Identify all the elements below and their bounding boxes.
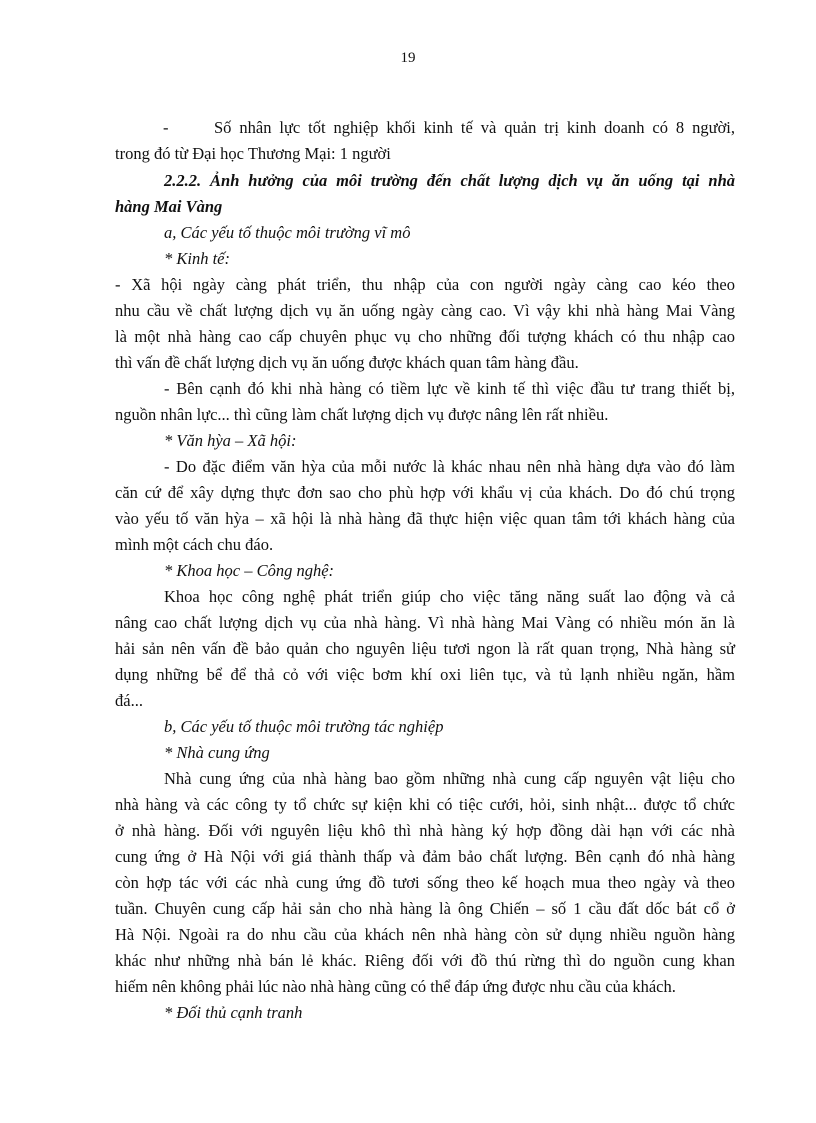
section-heading: 2.2.2. Ảnh hưởng của môi trường đến chất lượng dịch vụ ăn uống tại nhà xyxy=(164,171,735,190)
paragraph-line: vào yếu tố văn hỳa – xã hội là nhà hàng đã thực hiện việc quan tâm tới khách hàng của xyxy=(115,509,735,528)
paragraph-line: dụng những bể để thả cỏ với việc bơm khí oxi liên tục, và tủ lạnh nhiều ngăn, hầm xyxy=(115,665,735,684)
subheading-van-hoa: * Văn hỳa – Xã hội: xyxy=(164,431,297,450)
paragraph-line: tuần. Chuyên cung cấp hải sản cho nhà hàng là ông Chiến – số 1 cầu đất dốc bát cổ ở xyxy=(115,899,735,918)
paragraph-line: đá... xyxy=(115,691,143,710)
subsection-heading: b, Các yếu tố thuộc môi trường tác nghiệp xyxy=(164,717,444,736)
page-number: 19 xyxy=(400,50,416,66)
paragraph-line: ở nhà hàng. Đối với nguyên liệu khô thì nhà hàng ký hợp đồng dài hạn với các nhà xyxy=(115,821,735,840)
section-heading-cont: hàng Mai Vàng xyxy=(115,197,223,216)
paragraph-line: khác như những nhà bán lẻ khác. Riêng đối với đồ thú rừng thì do nguồn cung khan xyxy=(115,951,735,970)
paragraph-line: - Bên cạnh đó khi nhà hàng có tiềm lực về kinh tế thì việc đầu tư trang thiết bị, xyxy=(164,379,735,398)
subheading-doi-thu: * Đối thủ cạnh tranh xyxy=(164,1003,303,1022)
paragraph-line: còn hợp tác với các nhà cung ứng đồ tươi sống theo kế hoạch mua theo ngày và theo xyxy=(115,873,735,892)
paragraph-line: căn cứ để xây dựng thực đơn sao cho phù hợp với khẩu vị của khách. Do đó chú trọng xyxy=(115,483,735,502)
paragraph-line: hiếm nên không phải lúc nào nhà hàng cũng có thể đáp ứng được nhu cầu của khách. xyxy=(115,977,676,996)
subheading-kinh-te: * Kinh tế: xyxy=(164,249,230,268)
subheading-nha-cung-ung: * Nhà cung ứng xyxy=(164,743,270,762)
paragraph-line: là một nhà hàng cao cấp chuyên phục vụ cho những đối tượng khách có thu nhập cao xyxy=(115,327,735,346)
paragraph-line: Khoa học công nghệ phát triển giúp cho việc tăng năng suất lao động và cả xyxy=(164,587,735,606)
paragraph-line: Nhà cung ứng của nhà hàng bao gồm những nhà cung cấp nguyên vật liệu cho xyxy=(164,769,735,788)
paragraph-line: trong đó từ Đại học Thương Mại: 1 người xyxy=(115,144,391,163)
subsection-heading: a, Các yếu tố thuộc môi trường vĩ mô xyxy=(164,223,411,242)
dash-marker: - xyxy=(163,118,169,137)
paragraph-line: nâng cao chất lượng dịch vụ của nhà hàng. Vì nhà hàng Mai Vàng có nhiều món ăn là xyxy=(115,613,735,632)
paragraph-line: nguồn nhân lực... thì cũng làm chất lượng dịch vụ được nâng lên rất nhiều. xyxy=(115,405,609,424)
paragraph-line: cung ứng ở Hà Nội với giá thành thấp và đảm bảo chất lượng. Bên cạnh đó nhà hàng xyxy=(115,847,735,866)
paragraph-line: mình một cách chu đáo. xyxy=(115,535,274,554)
paragraph-line: - Do đặc điểm văn hỳa của mỗi nước là khác nhau nên nhà hàng dựa vào đó làm xyxy=(164,457,735,476)
paragraph-line: thì vấn đề chất lượng dịch vụ ăn uống được khách quan tâm hàng đầu. xyxy=(115,353,579,372)
paragraph-line: nhu cầu về chất lượng dịch vụ ăn uống ngày càng cao. Vì vậy khi nhà hàng Mai Vàng xyxy=(115,301,735,320)
paragraph-line: Số nhân lực tốt nghiệp khối kinh tế và quản trị kinh doanh có 8 người, xyxy=(214,118,735,137)
paragraph-line: - Xã hội ngày càng phát triển, thu nhập của con người ngày càng cao kéo theo xyxy=(115,275,735,294)
paragraph-line: nhà hàng và các công ty tổ chức sự kiện khi có tiệc cưới, hỏi, sinh nhật... được tổ chức xyxy=(115,795,735,814)
subheading-khoa-hoc: * Khoa học – Công nghệ: xyxy=(164,561,335,580)
paragraph-line: Hà Nội. Ngoài ra do nhu cầu của khách nên nhà hàng còn sử dụng nhiều nguồn hàng xyxy=(115,925,735,944)
paragraph-line: hải sản nên vấn đề bảo quản cho nguyên liệu tươi ngon là rất quan trọng, Nhà hàng sử xyxy=(115,639,735,658)
